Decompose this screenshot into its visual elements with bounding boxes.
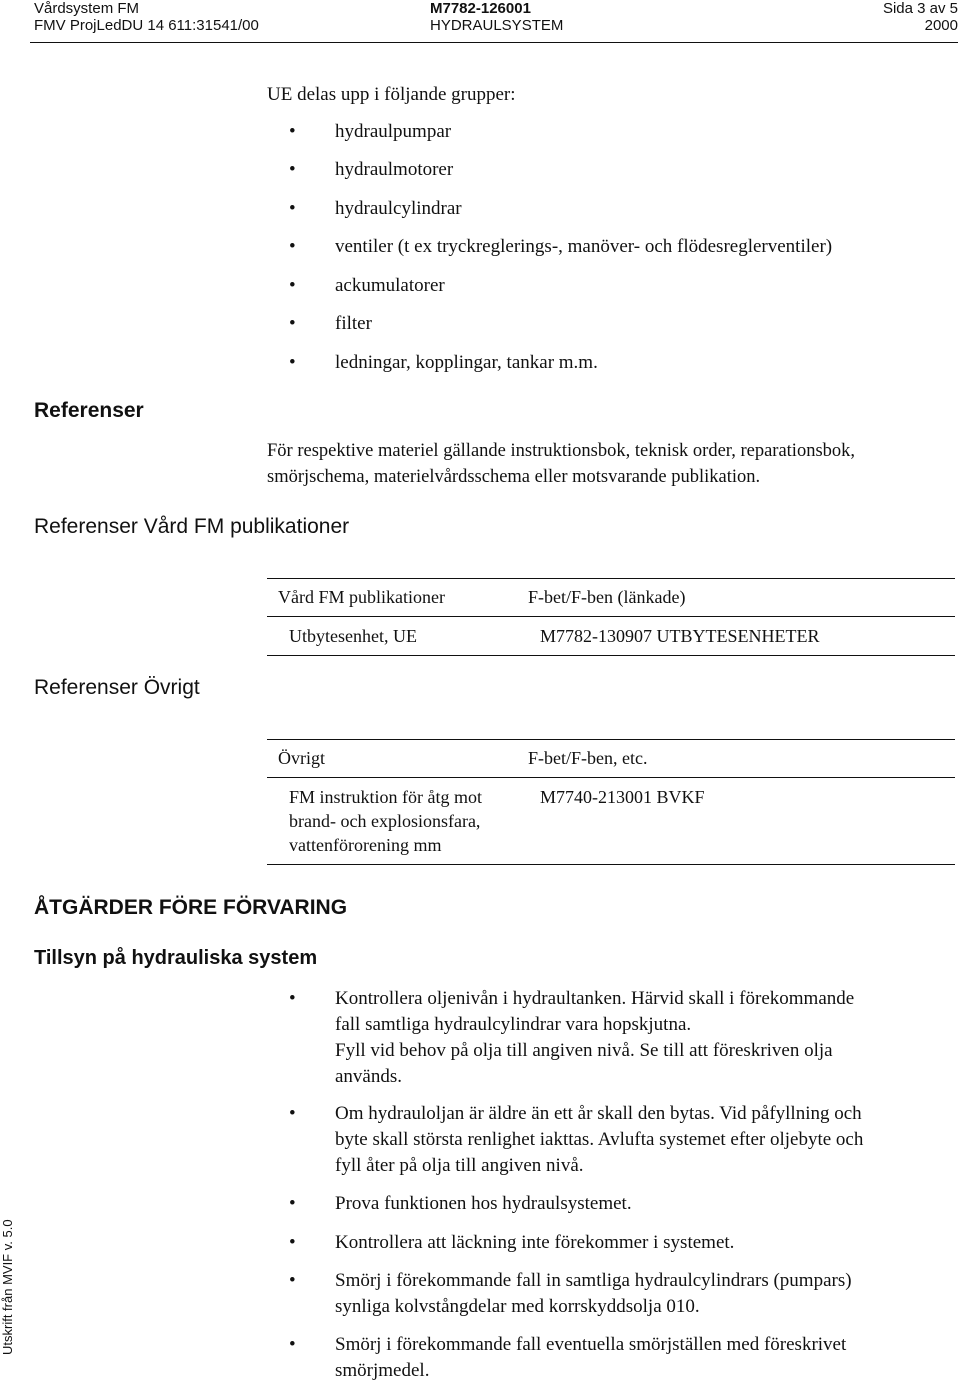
header-project: FMV ProjLedDU 14 611:31541/00 <box>34 17 259 34</box>
bullet-icon: • <box>289 1232 296 1253</box>
print-footer-vertical: Utskrift från MVIF v. 5.0 <box>0 1219 15 1355</box>
table-header-cell: F-bet/F-ben (länkade) <box>528 587 686 607</box>
bullet-icon: • <box>289 1334 296 1355</box>
table-cell: brand- och explosionsfara, <box>289 811 481 831</box>
table-header-cell: Vård FM publikationer <box>278 587 445 607</box>
header-system: Vårdsystem FM <box>34 0 140 17</box>
subheading-tillsyn: Tillsyn på hydrauliska system <box>34 947 318 969</box>
bullet-icon: • <box>289 1270 296 1291</box>
referenser-text-line1: För respektive materiel gällande instruktionsbok, teknisk order, reparationsbok, <box>267 441 856 461</box>
table-cell-link[interactable]: M7740-213001 BVKF <box>540 787 705 807</box>
groups-intro: UE delas upp i följande grupper: <box>267 84 516 105</box>
bullet-icon: • <box>289 275 296 296</box>
table-cell: FM instruktion för åtg mot <box>289 787 482 807</box>
table-rule-top <box>267 739 955 740</box>
bullet-icon: • <box>289 121 296 142</box>
bullet-icon: • <box>289 198 296 219</box>
table-cell: Utbytesenhet, UE <box>289 626 417 646</box>
bullet-icon: • <box>289 159 296 180</box>
table-header-cell: Övrigt <box>278 748 325 768</box>
section-heading-vard-fm: Referenser Vård FM publikationer <box>34 515 350 538</box>
table-rule-mid <box>267 777 955 778</box>
header-title: HYDRAULSYSTEM <box>430 17 564 34</box>
referenser-text-line2: smörjschema, materielvårdsschema eller motsvarande publikation. <box>267 467 761 487</box>
bullet-icon: • <box>289 988 296 1009</box>
header-doc-number: M7782-126001 <box>430 0 531 17</box>
bullet-icon: • <box>289 236 296 257</box>
table-rule-bottom <box>267 655 955 656</box>
header-page: Sida 3 av 5 <box>882 0 958 17</box>
section-heading-referenser: Referenser <box>34 399 144 422</box>
header-divider <box>30 42 958 43</box>
bullet-icon: • <box>289 352 296 373</box>
section-heading-ovrigt: Referenser Övrigt <box>34 676 200 699</box>
table-rule-bottom <box>267 864 955 865</box>
table-rule-mid <box>267 616 955 617</box>
bullet-icon: • <box>289 1193 296 1214</box>
table-rule-top <box>267 578 955 579</box>
table-header-cell: F-bet/F-ben, etc. <box>528 748 648 768</box>
section-heading-atgarder: ÅTGÄRDER FÖRE FÖRVARING <box>34 896 348 919</box>
bullet-icon: • <box>289 313 296 334</box>
table-cell: vattenförorening mm <box>289 835 442 855</box>
header-year: 2000 <box>924 17 958 34</box>
table-cell-link[interactable]: M7782-130907 UTBYTESENHETER <box>540 626 820 646</box>
bullet-icon: • <box>289 1103 296 1124</box>
